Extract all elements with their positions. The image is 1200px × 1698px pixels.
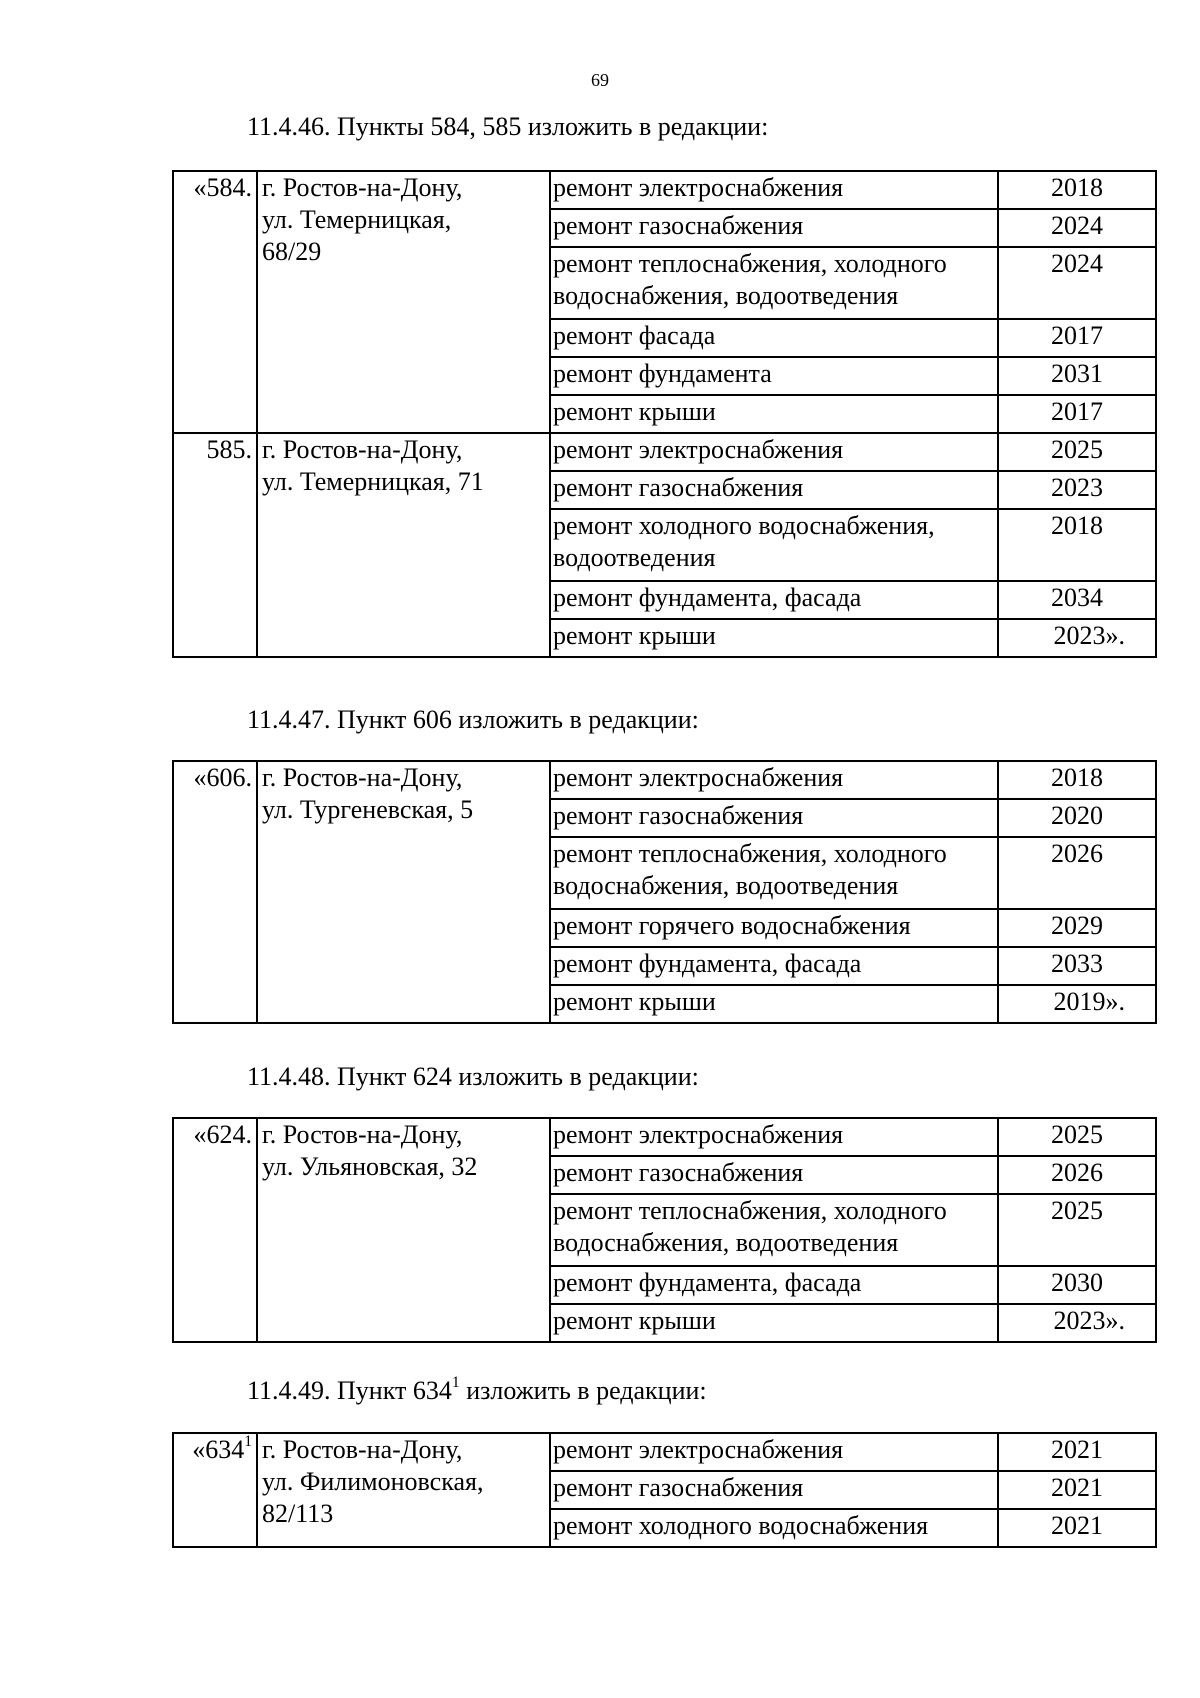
item-number-superscript: 1 — [244, 1433, 252, 1451]
work-year: 2018 — [998, 509, 1156, 581]
work-year: 2017 — [998, 319, 1156, 357]
page-number: 69 — [591, 70, 609, 90]
work-year: 2023». — [998, 1304, 1156, 1342]
section-heading: 11.4.46. Пункты 584, 585 изложить в редакции: — [247, 112, 769, 141]
work-year: 2021 — [998, 1509, 1156, 1547]
work-year: 2023». — [998, 619, 1156, 657]
item-address — [257, 761, 550, 1023]
amendment-table — [172, 170, 1157, 658]
work-year: 2025 — [998, 433, 1156, 471]
work-type: ремонт электроснабжения — [550, 1433, 998, 1471]
work-type: ремонт фундамента, фасада — [550, 581, 998, 619]
address-line: г. Ростов-на-Дону, — [262, 763, 463, 792]
work-type: ремонт фундамента, фасада — [550, 1266, 998, 1304]
address-line: г. Ростов-на-Дону, — [262, 1435, 463, 1464]
item-address — [257, 1118, 550, 1342]
work-type: ремонт холодного водоснабжения, водоотведения — [550, 509, 998, 581]
work-type: ремонт газоснабжения — [550, 1156, 998, 1194]
work-type: ремонт крыши — [550, 985, 998, 1023]
address-line: ул. Темерницкая, 71 — [262, 467, 484, 496]
address-line: ул. Тургеневская, 5 — [262, 795, 474, 824]
amendment-table — [172, 760, 1157, 1024]
item-number: «584. — [173, 171, 257, 433]
work-year: 2021 — [998, 1433, 1156, 1471]
heading-superscript: 1 — [451, 1374, 460, 1392]
work-type: ремонт холодного водоснабжения — [550, 1509, 998, 1547]
table-row — [173, 1433, 1156, 1471]
heading-text: 11.4.49. Пункт 634 — [247, 1376, 452, 1405]
work-year: 2024 — [998, 209, 1156, 247]
item-address — [257, 1433, 550, 1547]
address-line: г. Ростов-на-Дону, — [262, 173, 463, 202]
table-row — [173, 1118, 1156, 1156]
work-year: 2026 — [998, 1156, 1156, 1194]
work-year: 2033 — [998, 947, 1156, 985]
work-year: 2030 — [998, 1266, 1156, 1304]
work-type: ремонт электроснабжения — [550, 433, 998, 471]
work-type: ремонт теплоснабжения, холодного водоснабжения, водоотведения — [550, 837, 998, 909]
table-row — [173, 761, 1156, 799]
work-year: 2018 — [998, 761, 1156, 799]
item-number: «606. — [173, 761, 257, 1023]
work-type: ремонт газоснабжения — [550, 1471, 998, 1509]
table-row — [173, 171, 1156, 209]
work-year: 2023 — [998, 471, 1156, 509]
work-type: ремонт теплоснабжения, холодного водоснабжения, водоотведения — [550, 247, 998, 319]
work-type: ремонт газоснабжения — [550, 471, 998, 509]
work-year: 2025 — [998, 1194, 1156, 1266]
work-type: ремонт фасада — [550, 319, 998, 357]
work-type: ремонт газоснабжения — [550, 799, 998, 837]
heading-tail: изложить в редакции: — [459, 1376, 707, 1405]
amendment-table — [172, 1432, 1157, 1548]
work-year: 2024 — [998, 247, 1156, 319]
work-year: 2025 — [998, 1118, 1156, 1156]
work-year: 2031 — [998, 357, 1156, 395]
item-number-text: «634 — [192, 1435, 245, 1464]
address-line: 68/29 — [262, 237, 322, 266]
work-type: ремонт электроснабжения — [550, 171, 998, 209]
section-heading — [247, 1376, 707, 1406]
item-address — [257, 171, 550, 433]
address-line: г. Ростов-на-Дону, — [262, 1120, 463, 1149]
address-line: г. Ростов-на-Дону, — [262, 435, 463, 464]
section-heading: 11.4.48. Пункт 624 изложить в редакции: — [247, 1062, 699, 1091]
work-year: 2034 — [998, 581, 1156, 619]
work-type: ремонт электроснабжения — [550, 761, 998, 799]
work-year: 2020 — [998, 799, 1156, 837]
table-row — [173, 433, 1156, 471]
work-year: 2019». — [998, 985, 1156, 1023]
work-year: 2021 — [998, 1471, 1156, 1509]
work-type: ремонт фундамента — [550, 357, 998, 395]
amendment-table — [172, 1117, 1157, 1343]
work-type: ремонт теплоснабжения, холодного водоснабжения, водоотведения — [550, 1194, 998, 1266]
address-line: 82/113 — [262, 1499, 334, 1528]
work-year: 2017 — [998, 395, 1156, 433]
item-number: 585. — [173, 433, 257, 657]
address-line: ул. Филимоновская, — [262, 1467, 484, 1496]
work-type: ремонт крыши — [550, 395, 998, 433]
address-line: ул. Темерницкая, — [262, 205, 452, 234]
item-number: «624. — [173, 1118, 257, 1342]
work-type: ремонт фундамента, фасада — [550, 947, 998, 985]
item-number — [173, 1433, 257, 1547]
item-address — [257, 433, 550, 657]
work-year: 2018 — [998, 171, 1156, 209]
address-line: ул. Ульяновская, 32 — [262, 1152, 478, 1181]
work-year: 2029 — [998, 909, 1156, 947]
work-type: ремонт электроснабжения — [550, 1118, 998, 1156]
work-year: 2026 — [998, 837, 1156, 909]
work-type: ремонт газоснабжения — [550, 209, 998, 247]
work-type: ремонт горячего водоснабжения — [550, 909, 998, 947]
work-type: ремонт крыши — [550, 1304, 998, 1342]
work-type: ремонт крыши — [550, 619, 998, 657]
section-heading: 11.4.47. Пункт 606 изложить в редакции: — [247, 705, 699, 734]
